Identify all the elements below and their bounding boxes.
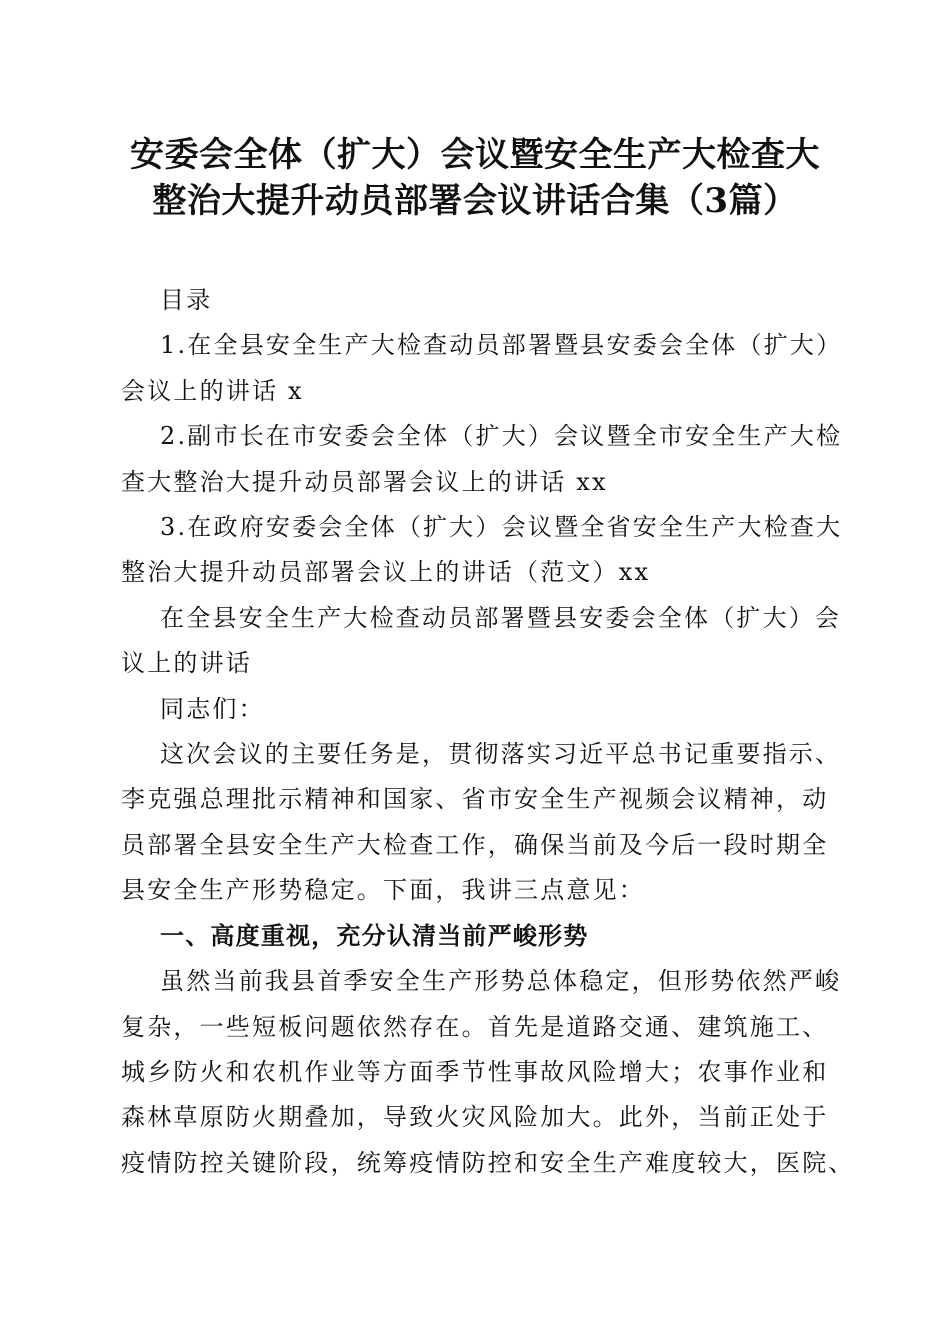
toc-item	[121, 323, 843, 414]
toc-item-line: 2.副市长在市安委会全体（扩大）会议暨全市安全生产大检	[160, 422, 843, 451]
toc-label-text: 目录	[160, 286, 213, 314]
section-heading	[121, 914, 833, 959]
document-title	[100, 132, 850, 224]
paragraph-line: 城乡防火和农机作业等方面季节性事故风险增大；农事作业和	[121, 1057, 829, 1086]
toc-item-line: 1.在全县安全生产大检查动员部署暨县安委会全体（扩大）	[160, 331, 843, 360]
document-body	[121, 278, 855, 1186]
title-line: 整治大提升动员部署会议讲话合集（3篇）	[152, 181, 798, 221]
toc-item-line: 查大整治大提升动员部署会议上的讲话 xx	[121, 467, 608, 496]
paragraph-line: 虽然当前我县首季安全生产形势总体稳定，但形势依然严峻	[160, 967, 842, 996]
section-heading-text: 一、高度重视，充分认清当前严峻形势	[160, 921, 589, 950]
paragraph-line: 李克强总理批示精神和国家、省市安全生产视频会议精神，动	[121, 785, 829, 814]
speech-title	[121, 596, 842, 687]
speech-title-line: 议上的讲话	[121, 649, 252, 678]
paragraph-line: 县安全生产形势稳定。下面，我讲三点意见：	[121, 876, 645, 905]
toc-item-line: 整治大提升动员部署会议上的讲话（范文）xx	[121, 558, 651, 587]
intro-paragraph	[121, 732, 842, 914]
toc-label	[121, 278, 833, 323]
toc-item-line: 3.在政府安委会全体（扩大）会议暨全省安全生产大检查大	[160, 513, 843, 542]
greeting-text: 同志们：	[160, 694, 265, 723]
paragraph-line: 疫情防控关键阶段，统筹疫情防控和安全生产难度较大，医院、	[121, 1148, 855, 1177]
paragraph-line: 森林草原防火期叠加，导致火灾风险加大。此外，当前正处于	[121, 1103, 829, 1132]
toc-item-line: 会议上的讲话 x	[121, 376, 304, 405]
title-line: 安委会全体（扩大）会议暨安全生产大检查大	[130, 135, 820, 175]
paragraph-line: 员部署全县安全生产大检查工作，确保当前及今后一段时期全	[121, 830, 829, 859]
toc-item	[121, 505, 843, 596]
toc-item	[121, 414, 843, 505]
paragraph-line: 复杂，一些短板问题依然存在。首先是道路交通、建筑施工、	[121, 1012, 829, 1041]
paragraph-line: 这次会议的主要任务是，贯彻落实习近平总书记重要指示、	[160, 740, 842, 769]
speech-title-line: 在全县安全生产大检查动员部署暨县安委会全体（扩大）会	[160, 603, 842, 632]
section-paragraph	[121, 959, 855, 1186]
greeting	[121, 687, 833, 732]
